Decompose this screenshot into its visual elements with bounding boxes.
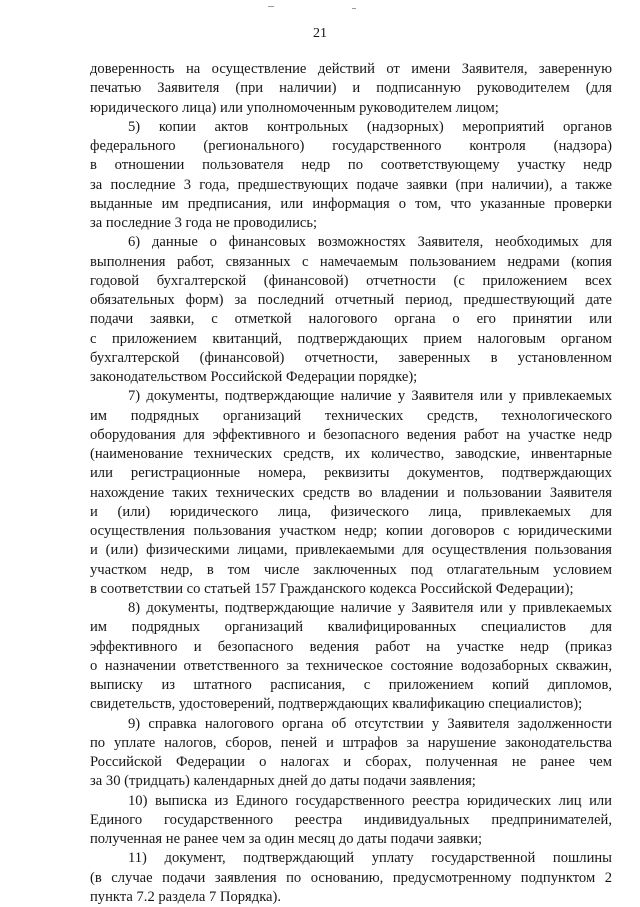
paragraph-line: бухгалтерской (финансовой) отчетности, заверенных в установленном: [90, 349, 612, 366]
page-number: 21: [313, 26, 327, 41]
paragraph: [90, 60, 612, 118]
paragraph-line: полученная не ранее чем за один месяц до даты подачи заявки;: [90, 831, 483, 847]
paragraph-line: свидетельств, удостоверений, подтверждающих квалификацию специалистов);: [90, 696, 583, 713]
paragraph-line: выполнения работ, связанных с намечаемым пользованием недрами (копия: [90, 253, 612, 270]
paragraph-line: 7) документы, подтверждающие наличие у Заявителя или у привлекаемых: [128, 388, 612, 405]
paragraph-line: 10) выписка из Единого государственного реестра юридических лиц или: [128, 792, 612, 809]
paragraph-line: 9) справка налогового органа об отсутствии у Заявителя задолженности: [128, 715, 612, 732]
paragraph-line: выданные им предписания, или информация о том, что указанные проверки: [90, 195, 612, 212]
paragraph-line: им подрядных организаций технических средств, технологического: [90, 407, 612, 424]
paragraph-line: о назначении ответственного за техническое состояние водозаборных скважин,: [90, 657, 612, 674]
paragraph-line: 6) данные о финансовых возможностях Заявителя, необходимых для: [128, 234, 612, 251]
paragraph-line: обязательных форм) за последний отчетный период, предшествующий дате: [90, 292, 612, 308]
paragraph: [90, 599, 612, 715]
paragraph: [90, 715, 612, 792]
paragraph-line: пункта 7.2 раздела 7 Порядка).: [90, 888, 282, 905]
paragraph-line: и (или) физическими лицами, привлекаемыми для осуществления пользования: [90, 542, 612, 559]
paragraph-line: и (или) юридического лица, физического лица, привлекаемых для: [90, 503, 612, 520]
paragraph-line: 11) документ, подтверждающий уплату государственной пошлины: [128, 850, 612, 867]
paragraph-line: оборудования для эффективного и безопасного ведения работ на участке недр: [90, 426, 612, 443]
paragraph-line: юридического лица) или уполномоченным руководителем лицом;: [90, 99, 499, 116]
paragraph-line: с приложением квитанций, подтверждающих прием налоговым органом: [90, 330, 612, 347]
paragraph: [90, 118, 612, 234]
paragraph-line: им подрядных организаций квалифицированных специалистов для: [90, 619, 612, 636]
paragraph: [90, 387, 612, 599]
paragraph-line: по уплате налогов, сборов, пеней и штрафов за нарушение законодательства: [90, 734, 612, 751]
paragraph-line: за последние 3 года не проводились;: [90, 215, 318, 231]
paragraph-line: Российской Федерации о налогах и сборах, полученная не ранее чем: [90, 754, 612, 770]
paragraph-line: (в случае подачи заявления по основанию, предусмотренному подпунктом 2: [90, 869, 612, 886]
paragraph-line: за последние 3 года, предшествующих подаче заявки (при наличии), а также: [90, 176, 612, 193]
paragraph-line: (наименование технических средств, их количество, заводские, инвентарные: [90, 446, 612, 462]
paragraph-line: за 30 (тридцать) календарных дней до даты подачи заявления;: [90, 773, 476, 790]
paragraph-line: участком недр, в том числе заключенных под отлагательным условием: [90, 561, 612, 578]
paragraph-line: в отношении пользователя недр по соответствующему участку недр: [90, 157, 612, 174]
paragraph-line: эффективного и безопасного ведения работ на участке недр (приказ: [90, 638, 612, 655]
paragraph-line: годовой бухгалтерской (финансовой) отчетности (с приложением всех: [90, 272, 612, 289]
paragraph-line: подачи заявки, с отметкой налогового органа о его принятии или: [90, 311, 612, 328]
paragraph-line: 8) документы, подтверждающие наличие у Заявителя или у привлекаемых: [128, 600, 612, 616]
scan-artifact: [352, 8, 356, 9]
paragraph-line: или регистрационные номера, реквизиты документов, подтверждающих: [90, 465, 612, 482]
document-body: [90, 60, 612, 907]
paragraph: [90, 792, 612, 850]
paragraph-line: Единого государственного реестра индивидуальных предпринимателей,: [90, 811, 612, 828]
scan-artifact: [268, 6, 274, 7]
paragraph-line: 5) копии актов контрольных (надзорных) мероприятий органов: [128, 118, 612, 135]
paragraph-line: законодательством Российской Федерации порядке);: [90, 369, 418, 385]
paragraph-line: в соответствии со статьей 157 Гражданского кодекса Российской Федерации);: [90, 580, 574, 597]
paragraph-line: федерального (регионального) государственного контроля (надзора): [90, 138, 612, 154]
paragraph-line: нахождение таких технических средств во владении и пользовании Заявителя: [90, 484, 612, 501]
paragraph-line: печатью Заявителя (при наличии) и подписанную руководителем (для: [90, 80, 612, 97]
paragraph-line: осуществления пользования участком недр; копии договоров с юридическими: [90, 523, 612, 539]
paragraph: [90, 849, 612, 907]
paragraph-line: выписку из штатного расписания, с приложением копий дипломов,: [90, 677, 612, 693]
paragraph: [90, 233, 612, 387]
paragraph-line: доверенность на осуществление действий от имени Заявителя, заверенную: [90, 61, 612, 77]
